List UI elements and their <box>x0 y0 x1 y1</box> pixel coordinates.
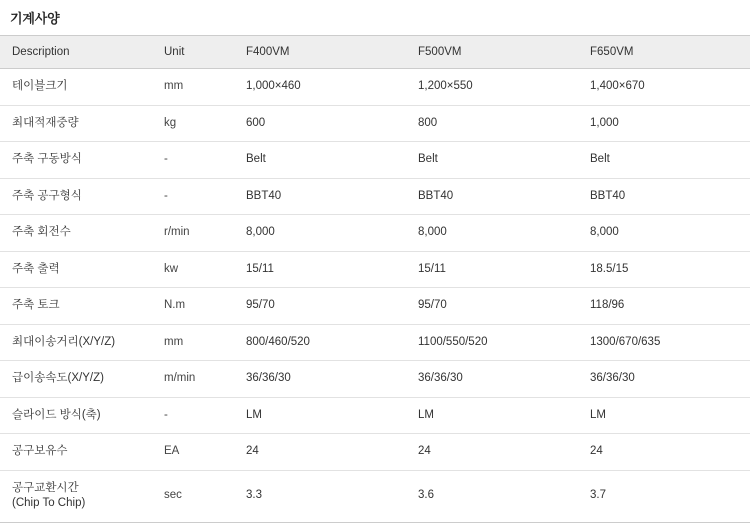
cell-f400vm: 36/36/30 <box>234 361 406 398</box>
cell-description <box>0 470 152 522</box>
cell-description-sub: (Chip To Chip) <box>12 497 86 510</box>
cell-f500vm: 36/36/30 <box>406 361 578 398</box>
table-row <box>0 324 750 361</box>
column-header-f400vm: F400VM <box>234 36 406 69</box>
cell-description: 주축 공구형식 <box>0 178 152 215</box>
cell-f500vm: 24 <box>406 434 578 471</box>
cell-unit: m/min <box>152 361 234 398</box>
cell-description: 최대이송거리(X/Y/Z) <box>0 324 152 361</box>
cell-f500vm: LM <box>406 397 578 434</box>
table-row <box>0 251 750 288</box>
cell-f650vm: 118/96 <box>578 288 750 325</box>
table-row <box>0 470 750 522</box>
cell-unit: mm <box>152 69 234 106</box>
cell-f400vm: 24 <box>234 434 406 471</box>
column-header-unit: Unit <box>152 36 234 69</box>
cell-f500vm: BBT40 <box>406 178 578 215</box>
cell-f650vm: 1300/670/635 <box>578 324 750 361</box>
cell-unit: kw <box>152 251 234 288</box>
cell-f500vm: 1100/550/520 <box>406 324 578 361</box>
table-row <box>0 397 750 434</box>
cell-f500vm: 800 <box>406 105 578 142</box>
column-header-description: Description <box>0 36 152 69</box>
table-row <box>0 142 750 179</box>
cell-unit: sec <box>152 470 234 522</box>
cell-description: 급이송속도(X/Y/Z) <box>0 361 152 398</box>
cell-f500vm: 15/11 <box>406 251 578 288</box>
cell-f500vm: 3.6 <box>406 470 578 522</box>
table-row <box>0 178 750 215</box>
cell-unit: mm <box>152 324 234 361</box>
cell-description: 공구보유수 <box>0 434 152 471</box>
cell-f650vm: Belt <box>578 142 750 179</box>
cell-f500vm: 95/70 <box>406 288 578 325</box>
cell-description: 최대적재중량 <box>0 105 152 142</box>
table-row <box>0 288 750 325</box>
cell-f400vm: 600 <box>234 105 406 142</box>
cell-f650vm: LM <box>578 397 750 434</box>
cell-f400vm: 3.3 <box>234 470 406 522</box>
cell-f650vm: 24 <box>578 434 750 471</box>
cell-unit: - <box>152 397 234 434</box>
cell-description: 테이블크기 <box>0 69 152 106</box>
table-row <box>0 105 750 142</box>
cell-f400vm: 800/460/520 <box>234 324 406 361</box>
cell-unit: r/min <box>152 215 234 252</box>
cell-f650vm: 18.5/15 <box>578 251 750 288</box>
cell-f650vm: 36/36/30 <box>578 361 750 398</box>
page-title: 기계사양 <box>10 11 60 26</box>
cell-unit: kg <box>152 105 234 142</box>
table-row <box>0 215 750 252</box>
cell-f400vm: BBT40 <box>234 178 406 215</box>
cell-description: 주축 구동방식 <box>0 142 152 179</box>
cell-description: 주축 회전수 <box>0 215 152 252</box>
cell-f400vm: 8,000 <box>234 215 406 252</box>
cell-description: 주축 출력 <box>0 251 152 288</box>
machine-spec-table <box>0 35 750 523</box>
cell-unit: - <box>152 142 234 179</box>
cell-unit: - <box>152 178 234 215</box>
column-header-f650vm: F650VM <box>578 36 750 69</box>
cell-f400vm: 1,000×460 <box>234 69 406 106</box>
cell-f650vm: 1,000 <box>578 105 750 142</box>
cell-description-main: 공구교환시간 <box>12 481 79 494</box>
table-header-row <box>0 36 750 69</box>
cell-f650vm: 3.7 <box>578 470 750 522</box>
table-body <box>0 69 750 523</box>
cell-f500vm: 1,200×550 <box>406 69 578 106</box>
cell-f400vm: 95/70 <box>234 288 406 325</box>
table-row <box>0 434 750 471</box>
column-header-f500vm: F500VM <box>406 36 578 69</box>
cell-f650vm: 8,000 <box>578 215 750 252</box>
cell-unit: N.m <box>152 288 234 325</box>
table-row <box>0 361 750 398</box>
cell-f400vm: Belt <box>234 142 406 179</box>
cell-f500vm: 8,000 <box>406 215 578 252</box>
cell-f400vm: 15/11 <box>234 251 406 288</box>
table-row <box>0 69 750 106</box>
table-header <box>0 36 750 69</box>
cell-f500vm: Belt <box>406 142 578 179</box>
cell-unit: EA <box>152 434 234 471</box>
cell-f400vm: LM <box>234 397 406 434</box>
cell-f650vm: 1,400×670 <box>578 69 750 106</box>
cell-f650vm: BBT40 <box>578 178 750 215</box>
cell-description: 슬라이드 방식(축) <box>0 397 152 434</box>
cell-description: 주축 토크 <box>0 288 152 325</box>
